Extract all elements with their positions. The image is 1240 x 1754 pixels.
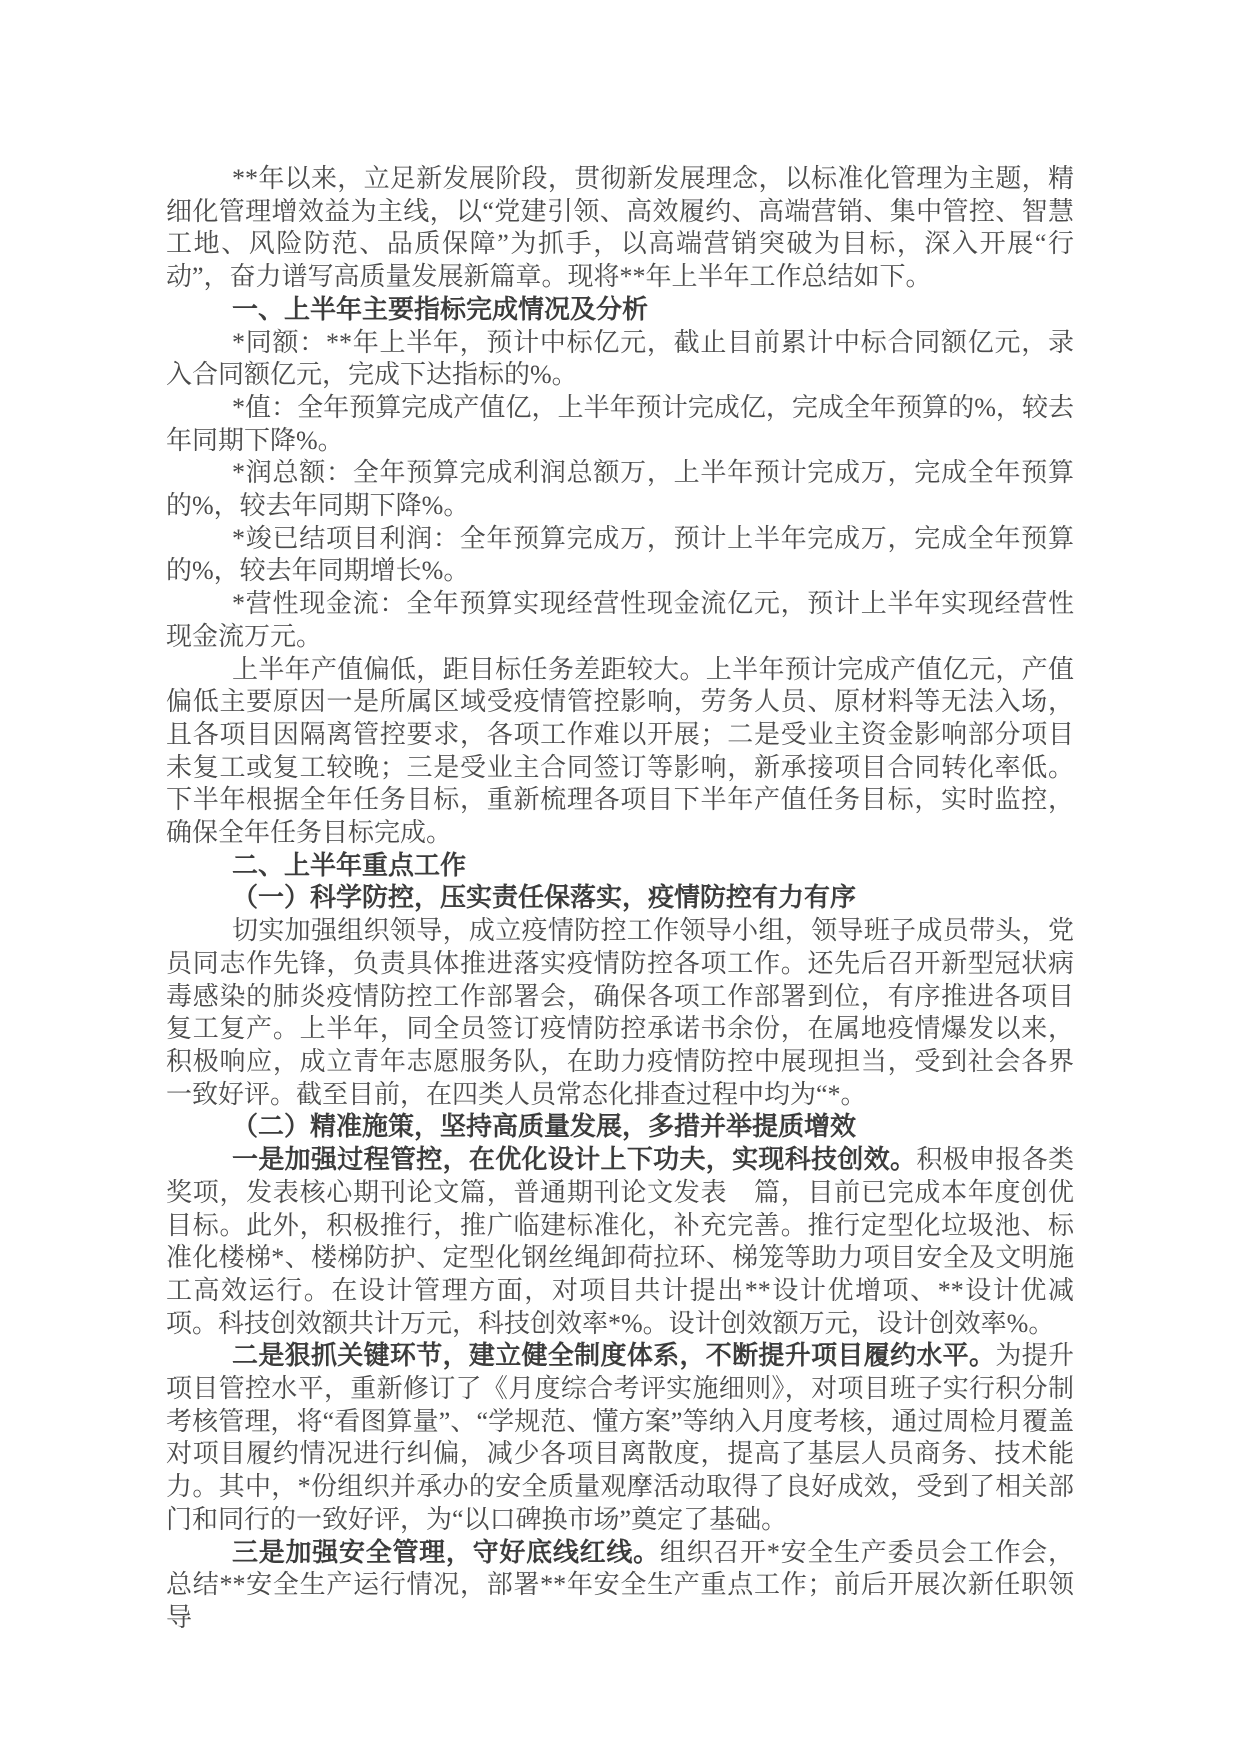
indicator-output-paragraph-text: *值：全年预算完成产值亿，上半年预计完成亿，完成全年预算的%，较去年同期下降%。 <box>166 392 1074 455</box>
indicator-completed-projects-paragraph <box>166 523 1074 588</box>
section-2-2-heading <box>166 1111 1074 1144</box>
section-2-heading-bold-lead: 二、上半年重点工作 <box>232 850 467 880</box>
indicator-output-paragraph <box>166 392 1074 457</box>
intro-paragraph-text: **年以来，立足新发展阶段，贯彻新发展理念，以标准化管理为主题，精细化管理增效益为主线，以“党建引领、高效履约、高端营销、集中管控、智慧工地、风险防范、品质保障”为抓手，以高端营销突破为目标，深入开展“行动”，奋力谱写高质量发展新篇章。现将**年上半年工作总结如下。 <box>166 164 1074 292</box>
section-2-heading <box>166 850 1074 883</box>
measure-3-paragraph <box>166 1537 1074 1635</box>
indicator-cashflow-paragraph-text: *营性现金流：全年预算实现经营性现金流亿元，预计上半年实现经营性现金流万元。 <box>166 589 1074 651</box>
section-2-1-heading <box>166 882 1074 915</box>
indicator-cashflow-paragraph <box>166 588 1074 653</box>
section-2-2-heading-bold-lead: （二）精准施策，坚持高质量发展，多措并举提质增效 <box>232 1112 857 1142</box>
analysis-paragraph-text: 上半年产值偏低，距目标任务差距较大。上半年预计完成产值亿元，产值偏低主要原因一是所属区域受疫情管控影响，劳务人员、原材料等无法入场，且各项目因隔离管控要求，各项工作难以开展；二是受业主资金影响部分项目未复工或复工较晚；三是受业主合同签订等影响，新承接项目合同转化率低。下半年根据全年任务目标，重新梳理各项目下半年产值任务目标，实时监控，确保全年任务目标完成。 <box>166 654 1074 848</box>
measure-3-paragraph-text: 组织召开*安全生产委员会工作会，总结**安全生产运行情况，部署**年安全生产重点工作；前后开展次新任职领导 <box>166 1537 1074 1632</box>
measure-1-paragraph-bold-lead: 一是加强过程管控，在优化设计上下功夫，实现科技创效。 <box>232 1145 917 1175</box>
indicator-profit-paragraph <box>166 457 1074 522</box>
indicator-completed-projects-paragraph-text: *竣已结项目利润：全年预算完成万，预计上半年完成万，完成全年预算的%，较去年同期增长%。 <box>166 523 1074 586</box>
measure-2-paragraph <box>166 1340 1074 1536</box>
indicator-contract-paragraph-text: *同额：**年上半年，预计中标亿元，截止目前累计中标合同额亿元，录入合同额亿元，完成下达指标的%。 <box>166 327 1074 390</box>
measure-3-paragraph-bold-lead: 三是加强安全管理，守好底线红线。 <box>232 1537 660 1567</box>
measure-1-paragraph <box>166 1144 1074 1340</box>
epidemic-control-paragraph <box>166 915 1074 1111</box>
analysis-paragraph <box>166 654 1074 850</box>
indicator-contract-paragraph <box>166 327 1074 392</box>
measure-1-paragraph-text: 积极申报各类奖项，发表核心期刊论文篇，普通期刊论文发表 篇，目前已完成本年度创优目标。此外，积极推行，推广临建标准化，补充完善。推行定型化垃圾池、标准化楼梯*、楼梯防护、定型化钢丝绳卸荷拉环、梯笼等助力项目安全及文明施工高效运行。在设计管理方面，对项目共计提出**设计优增项、**设计优减项。科技创效额共计万元，科技创效率*%。设计创效额万元，设计创效率%。 <box>166 1145 1074 1338</box>
measure-2-paragraph-bold-lead: 二是狠抓关键环节，建立健全制度体系，不断提升项目履约水平。 <box>232 1341 996 1371</box>
section-1-heading-bold-lead: 一、上半年主要指标完成情况及分析 <box>232 294 649 324</box>
document-body <box>166 163 1074 1635</box>
section-2-1-heading-bold-lead: （一）科学防控，压实责任保落实，疫情防控有力有序 <box>232 883 857 913</box>
indicator-profit-paragraph-text: *润总额：全年预算完成利润总额万，上半年预计完成万，完成全年预算的%，较去年同期下降%。 <box>166 458 1074 521</box>
intro-paragraph <box>166 163 1074 294</box>
epidemic-control-paragraph-text: 切实加强组织领导，成立疫情防控工作领导小组，领导班子成员带头，党员同志作先锋，负责具体推进落实疫情防控各项工作。还先后召开新型冠状病毒感染的肺炎疫情防控工作部署会，确保各项工作部署到位，有序推进各项目复工复产。上半年，同全员签订疫情防控承诺书余份，在属地疫情爆发以来，积极响应，成立青年志愿服务队，在助力疫情防控中展现担当，受到社会各界一致好评。截至目前，在四类人员常态化排查过程中均为“*。 <box>166 916 1074 1109</box>
section-1-heading <box>166 294 1074 327</box>
measure-2-paragraph-text: 为提升项目管控水平，重新修订了《月度综合考评实施细则》，对项目班子实行积分制考核管理，将“看图算量”、“学规范、懂方案”等纳入月度考核，通过周检月覆盖对项目履约情况进行纠偏，减少各项目离散度，提高了基层人员商务、技术能力。其中，*份组织并承办的安全质量观摩活动取得了良好成效，受到了相关部门和同行的一致好评，为“以口碑换市场”奠定了基础。 <box>166 1341 1074 1534</box>
